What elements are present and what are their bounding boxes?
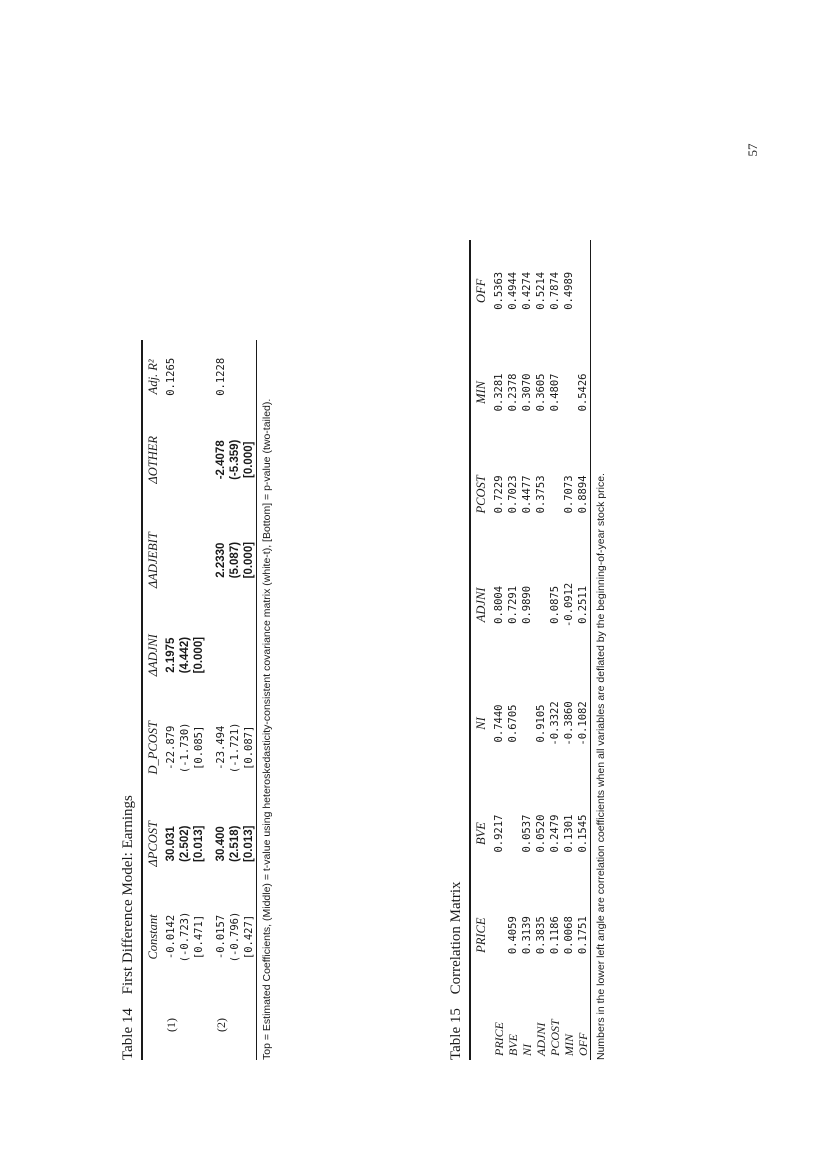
table-14-cell: [0.471] [193,914,205,960]
table-14-cell: 30.031 [165,826,177,862]
table-14-cell: [0.087] [243,725,255,770]
table-15-cell: 0.7291 [507,585,519,624]
table-14-row [178,340,192,1060]
table-14-cell: (-5.359) [229,439,241,480]
table-14-header-cell: D_PCOST [146,721,160,775]
table-14-cell [242,340,256,414]
table-15-cell: 0.7073 [563,475,575,514]
table-14-cell: (-1.730) [179,722,191,774]
table-14-row [214,340,228,1060]
table-15-bottom-rule [590,240,591,1060]
table-15-cell: 0.9217 [493,814,505,853]
table-15-row [576,240,590,1060]
table-14-model-label [228,986,242,1060]
table-14-cell: (-1.721) [229,722,241,774]
table-14-cell: (5.087) [229,541,241,579]
table-15-cell: 0.5214 [535,271,547,310]
table-14-number: Table 14 [120,1008,136,1060]
table-14-cell: 2.2330 [215,542,227,578]
table-15-cell [562,342,576,444]
table-14-cell: 30.400 [215,826,227,862]
table-15-row-label: MIN [562,1034,576,1056]
table-15-cell: 0.0875 [549,585,561,624]
table-15-cell: 0.4274 [521,271,533,310]
table-15-row [548,240,562,1060]
table-15-row-label: BVE [506,1034,520,1056]
table-14-caption: First Difference Model: Earnings [120,795,136,995]
table-15-cell: 0.3281 [493,373,505,412]
table-15-cell: 0.1186 [549,916,561,955]
table-15-cell: 0.3835 [535,916,547,955]
table-15-cell: 0.0520 [535,814,547,853]
rotated-content [120,240,660,1060]
table-15-cell: -0.1082 [577,701,589,746]
table-15-row [534,240,548,1060]
page-number: 57 [745,143,760,157]
table-15-header-cell: ADJNI [474,587,488,623]
table-15-cell: 0.3605 [535,373,547,412]
table-14-cell [178,414,192,506]
table-14-cell [192,506,206,614]
table-14-model-label [192,986,206,1060]
table-15-row [562,240,576,1060]
table-14-header-cell: Constant [146,914,160,960]
table-14-cell: 2.1975 [165,637,177,673]
table-15-header-cell: PRICE [474,917,488,953]
table-14-cell: (-0.723) [179,911,191,963]
table-15-row [492,240,506,1060]
table-15-cell: 0.0068 [563,916,575,955]
table-14-cell [178,506,192,614]
table-14-cell [164,506,178,614]
table-15-cell: 0.2511 [577,585,589,624]
table-15-cell: 0.1545 [577,814,589,853]
table-15-cell: -0.3860 [563,701,575,746]
table-14-cell: -23.494 [215,725,227,770]
table-15-cell: 0.9890 [521,585,533,624]
table-14-note: Top = Estimated Coefficients, (Middle) = t-value using heteroskedasticity-consistent covariance matrix (white-t), [Bottom] = p-value (two-tailed). [261,398,273,1060]
table-14-header-cell: ΔPCOST [146,821,160,867]
table-15-cell: 0.5426 [577,373,589,412]
table-14-cell: [0.013] [243,825,255,862]
table-14-grid [143,340,256,1060]
table-14-header-cell: ΔOTHER [146,435,160,484]
table-15-cell: 0.4944 [507,271,519,310]
table-15-row-label: NI [520,1044,534,1056]
table-14-cell: [0.013] [193,825,205,862]
table-14-cell: [0.427] [243,914,255,960]
table-15-cell: 0.7874 [549,271,561,310]
table-14-row [228,340,242,1060]
table-14-header-row [143,340,164,1060]
table-14-cell [192,340,206,414]
table-15-cell: 0.2378 [507,373,519,412]
table-14-cell: [0.000] [193,636,205,674]
table-15-cell: 0.1301 [563,814,575,853]
table-15-cell [520,664,534,783]
table-15-cell [492,884,506,986]
table-15-row-label: ADJNI [534,1022,548,1056]
table-14-model-label: (2) [214,1018,228,1032]
table-14-row [192,340,206,1060]
table-14-cell: -2.4078 [215,440,227,480]
table-15-cell: 0.7023 [507,475,519,514]
table-15-cell: -0.3322 [549,701,561,746]
table-14-cell: (-0.796) [229,911,241,963]
table-15-cell: 0.3139 [521,916,533,955]
table-15-header-cell: PCOST [474,475,488,514]
table-14-cell: 0.1265 [165,357,177,396]
table-15-caption: Correlation Matrix [448,881,464,995]
table-14-cell [178,340,192,414]
table-14-bottom-rule [256,340,257,1060]
table-15-cell: 0.2479 [549,814,561,853]
table-15-cell [548,443,562,545]
table-15 [448,240,607,1060]
table-14-cell: (2.518) [229,825,241,862]
table-15-cell: 0.5363 [493,271,505,310]
table-15-body [492,240,590,1060]
table-14-cell [214,614,228,696]
table-15-cell: 0.3753 [535,475,547,514]
table-14-cell: (2.502) [179,825,191,862]
table-14-cell [242,614,256,696]
table-14-cell: -0.0157 [215,914,227,960]
table-14-cell: [0.085] [193,725,205,770]
table-14-cell: -22.879 [165,725,177,770]
table-14-header-cell: Adj. R² [146,359,160,395]
table-15-number: Table 15 [448,1008,464,1060]
table-14-spacer [206,340,214,1060]
table-14-cell [228,340,242,414]
table-15-cell: 0.7440 [493,704,505,743]
table-15-cell: -0.0912 [563,582,575,628]
table-15-cell: 0.0537 [521,814,533,853]
table-14-cell [164,414,178,506]
table-15-header-cell [471,986,492,1060]
table-15-header-cell: BVE [474,822,488,846]
table-15-note: Numbers in the lower left angle are correlation coefficients when all variables are deflated by the beginning-of-year stock price. [595,473,607,1060]
table-15-row-label: PCOST [548,1019,562,1056]
table-15-cell: 0.9105 [535,704,547,743]
table-15-cell: 0.4989 [563,271,575,310]
table-15-header-cell: MIN [474,381,488,404]
table-15-cell: 0.4059 [507,916,519,955]
table-15-row-label: OFF [576,1032,590,1056]
table-14-cell: (4.442) [179,636,191,674]
table-14-cell [192,414,206,506]
table-14-cell [228,614,242,696]
table-15-row [520,240,534,1060]
table-15-cell [534,546,548,665]
table-14-model-label [178,986,192,1060]
table-15-cell: 0.1751 [577,916,589,955]
table-14 [120,340,273,1060]
table-14-header-cell: ΔADJEBIT [146,532,160,589]
table-14-cell: -0.0142 [165,914,177,960]
table-15-cell: 0.4807 [549,373,561,412]
table-14-cell: 0.1228 [215,357,227,396]
table-15-cell: 0.4477 [521,475,533,514]
table-14-cell: [0.000] [243,441,255,478]
table-15-grid [471,240,590,1060]
table-14-title [120,340,137,1060]
table-14-header-cell: ΔADJNI [146,634,160,677]
table-15-cell [506,783,520,885]
table-14-row [164,340,178,1060]
table-15-cell: 0.7229 [493,475,505,514]
table-15-title [448,240,465,1060]
table-15-cell: 0.3070 [521,373,533,412]
table-15-cell: 0.8894 [577,475,589,514]
table-14-cell: [0.000] [243,541,255,579]
table-14-model-label: (1) [164,1018,178,1032]
table-15-header-cell: OFF [474,278,488,303]
table-15-cell [576,240,590,342]
table-15-row [506,240,520,1060]
table-15-cell: 0.8004 [493,585,505,624]
table-14-body [164,340,256,1060]
table-14-header-cell [143,986,164,1060]
table-15-row-label: PRICE [492,1022,506,1056]
table-14-model-label [242,986,256,1060]
table-14-row [242,340,256,1060]
table-15-cell: 0.6705 [507,704,519,743]
table-15-header-cell: NI [474,717,488,730]
table-15-header-row [471,240,492,1060]
